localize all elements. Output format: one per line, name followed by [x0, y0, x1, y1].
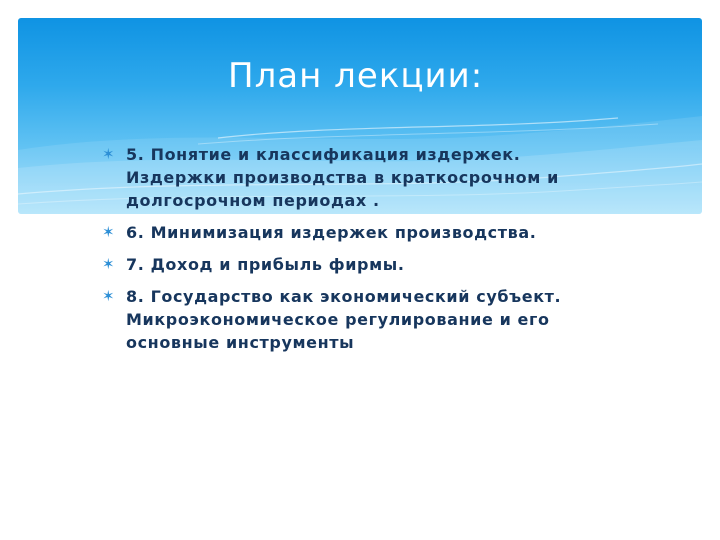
bullet-text-line: 7. Доход и прибыль фирмы.	[126, 255, 405, 274]
bullet-text-line: 8. Государство как экономический субъект.	[126, 287, 562, 306]
bullet-text-line: долгосрочном периодах .	[126, 191, 380, 210]
bullet-text-line: Издержки производства в краткосрочном и	[126, 168, 559, 187]
slide-title: План лекции:	[228, 56, 484, 96]
bullet-list	[102, 143, 662, 363]
bullet-text-line: Микроэкономическое регулирование и его	[126, 310, 550, 329]
bullet-text-line: 6. Минимизация издержек производства.	[126, 223, 537, 242]
asterisk-bullet-icon: ✶	[102, 287, 116, 305]
asterisk-bullet-icon: ✶	[102, 255, 116, 273]
bullet-item	[102, 253, 662, 276]
bullet-item	[102, 143, 662, 212]
bullet-text-line: 5. Понятие и классификация издержек.	[126, 145, 521, 164]
bullet-item	[102, 221, 662, 244]
bullet-item	[102, 285, 662, 354]
asterisk-bullet-icon: ✶	[102, 223, 116, 241]
bullet-text-line: основные инструменты	[126, 333, 355, 352]
asterisk-bullet-icon: ✶	[102, 145, 116, 163]
